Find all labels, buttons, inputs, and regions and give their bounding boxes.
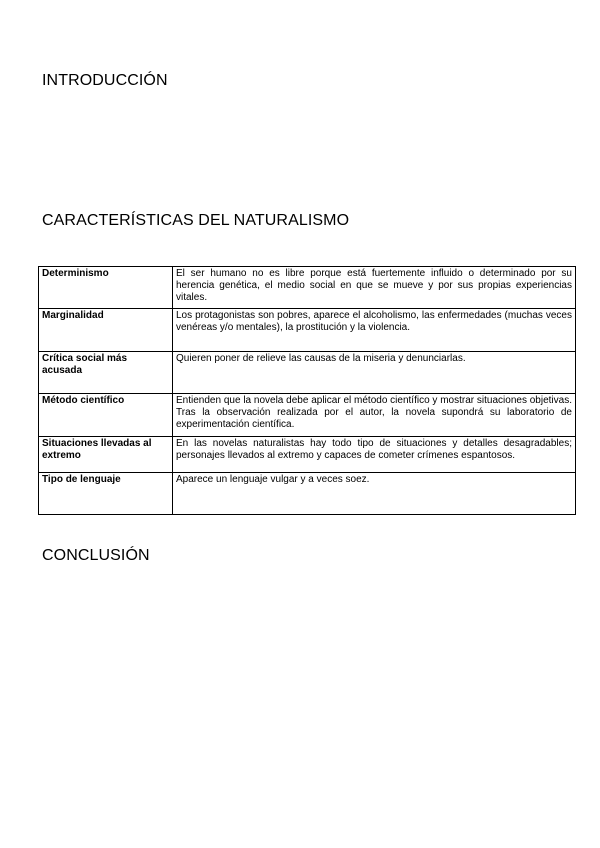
table-row xyxy=(39,394,576,437)
table-term-cell: Determinismo xyxy=(39,267,173,309)
conclusion-heading: CONCLUSIÓN xyxy=(42,547,150,564)
table-row xyxy=(39,309,576,352)
table-term-cell: Tipo de lenguaje xyxy=(39,473,173,515)
table-description-cell: Entienden que la novela debe aplicar el método científico y mostrar situaciones objetivas. Tras la observación realizada por el autor, la novela supondrá su laboratorio de experimentación científica. xyxy=(173,394,576,437)
table-term-cell: Crítica social más acusada xyxy=(39,352,173,394)
naturalism-characteristics-table xyxy=(38,266,576,515)
table-description-cell: En las novelas naturalistas hay todo tipo de situaciones y detalles desagradables; personajes llevados al extremo y capaces de cometer crímenes espantosos. xyxy=(173,437,576,473)
table-description-cell: Quieren poner de relieve las causas de la miseria y denunciarlas. xyxy=(173,352,576,394)
characteristics-heading: CARACTERÍSTICAS DEL NATURALISMO xyxy=(42,212,350,229)
table-row xyxy=(39,473,576,515)
table-description-cell: El ser humano no es libre porque está fuertemente influido o determinado por su herencia genética, el medio social en que se mueve y por sus propias experiencias vitales. xyxy=(173,267,576,309)
table-row xyxy=(39,437,576,473)
table-description-cell: Los protagonistas son pobres, aparece el alcoholismo, las enfermedades (muchas veces venéreas y/o mentales), la prostitución y la violencia. xyxy=(173,309,576,352)
table-row xyxy=(39,267,576,309)
introduction-heading: INTRODUCCIÓN xyxy=(42,72,168,89)
table-row xyxy=(39,352,576,394)
table-description-cell: Aparece un lenguaje vulgar y a veces soez. xyxy=(173,473,576,515)
table-term-cell: Marginalidad xyxy=(39,309,173,352)
table-term-cell: Método científico xyxy=(39,394,173,437)
table-term-cell: Situaciones llevadas al extremo xyxy=(39,437,173,473)
